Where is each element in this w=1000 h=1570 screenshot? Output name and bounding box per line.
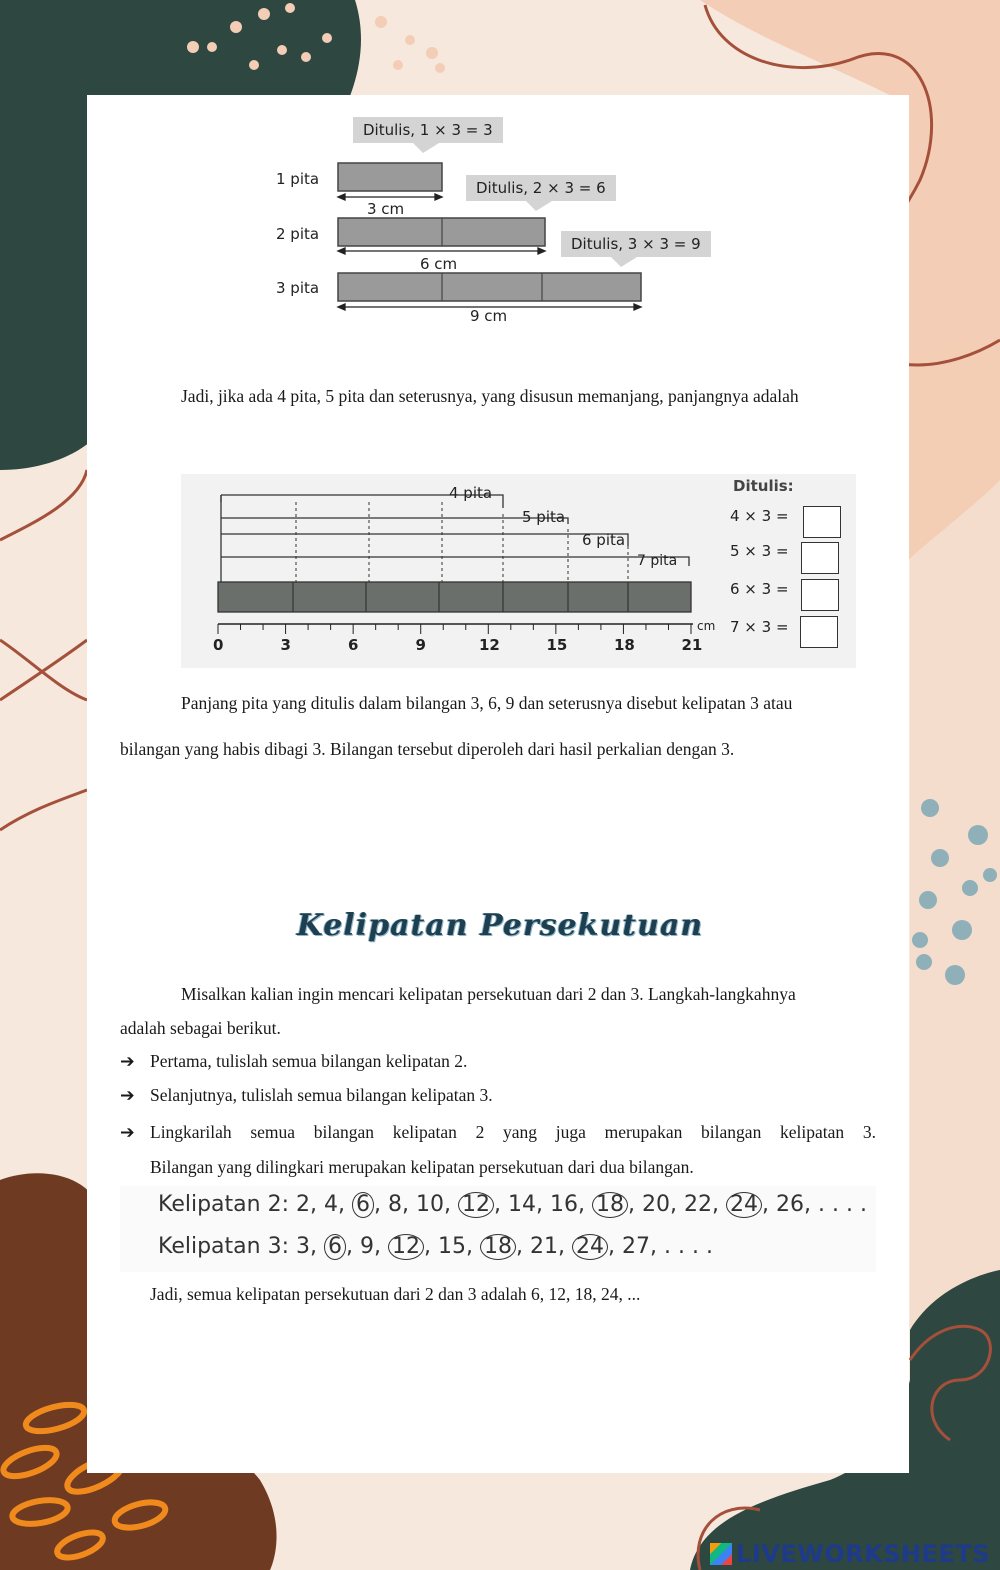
bullet-1 xyxy=(120,1051,467,1072)
kelipatan-3-ellipsis: . . . . xyxy=(664,1234,713,1259)
section-heading: Kelipatan Persekutuan xyxy=(296,908,704,943)
multiple-value: 15 xyxy=(438,1234,466,1259)
circled-multiple: 12 xyxy=(388,1234,424,1260)
paragraph-1: Jadi, jika ada 4 pita, 5 pita dan seterusnya, yang disusun memanjang, panjangnya adalah xyxy=(181,386,799,406)
multiple-value: 10 xyxy=(416,1192,444,1217)
equation-4: 7 × 3 = xyxy=(730,618,789,636)
length-label-3: 9 cm xyxy=(470,307,508,325)
multiple-value: 9 xyxy=(360,1234,374,1259)
callout-3: Ditulis, 3 × 3 = 9 xyxy=(561,231,711,257)
pita-bars-svg xyxy=(330,160,660,330)
bullet-1-text: Pertama, tulislah semua bilangan kelipatan 2. xyxy=(150,1051,468,1071)
pita-bar-1 xyxy=(338,163,442,191)
equation-3: 6 × 3 = xyxy=(730,580,789,598)
multiple-value: 26 xyxy=(776,1192,804,1217)
kelipatan-2-line: Kelipatan 2: 2, 4, 6 , 8, 10, 12 , 14, 16, 18 , 20, 22, 24 , 26, . . . . xyxy=(158,1192,867,1217)
tick-label-9: 9 xyxy=(415,636,426,654)
circled-multiple: 24 xyxy=(726,1192,762,1218)
multiples-box xyxy=(120,1186,876,1272)
row-label-1: 1 pita xyxy=(276,170,320,188)
number-line-svg xyxy=(181,474,721,668)
arrow-icon: ➔ xyxy=(120,1123,135,1143)
tick-label-12: 12 xyxy=(479,636,500,654)
kelipatan-3-label: Kelipatan 3: xyxy=(158,1234,289,1259)
bracket-label-4: 4 pita xyxy=(449,484,493,502)
tick-label-18: 18 xyxy=(614,636,635,654)
multiple-value: 2 xyxy=(296,1192,310,1217)
multiple-value: 4 xyxy=(324,1192,338,1217)
equation-2: 5 × 3 = xyxy=(730,542,789,560)
bracket-label-6: 6 pita xyxy=(582,531,626,549)
answer-box-2[interactable] xyxy=(801,542,839,574)
circled-multiple: 24 xyxy=(572,1234,608,1260)
kelipatan-2-ellipsis: . . . . xyxy=(818,1192,867,1217)
length-label-2: 6 cm xyxy=(420,255,458,273)
ditulis-title: Ditulis: xyxy=(733,477,794,495)
length-label-1: 3 cm xyxy=(367,200,405,218)
row-label-2: 2 pita xyxy=(276,225,320,243)
circled-multiple: 12 xyxy=(458,1192,494,1218)
tick-label-3: 3 xyxy=(280,636,291,654)
circled-multiple: 6 xyxy=(352,1192,374,1218)
bullet-2 xyxy=(120,1085,493,1106)
circled-multiple: 6 xyxy=(324,1234,346,1260)
conclusion: Jadi, semua kelipatan persekutuan dari 2 dan 3 adalah 6, 12, 18, 24, ... xyxy=(150,1284,641,1304)
paragraph-3-line-2: adalah sebagai berikut. xyxy=(120,1018,281,1038)
multiple-value: 20 xyxy=(642,1192,670,1217)
multiple-value: 22 xyxy=(684,1192,712,1217)
multiple-value: 8 xyxy=(388,1192,402,1217)
multiple-value: 27 xyxy=(622,1234,650,1259)
bullet-3 xyxy=(120,1122,876,1143)
kelipatan-2-label: Kelipatan 2: xyxy=(158,1192,289,1217)
gray-ribbon xyxy=(218,582,691,612)
unit-label: cm xyxy=(697,619,716,633)
tick-label-0: 0 xyxy=(213,636,224,654)
tick-label-6: 6 xyxy=(348,636,359,654)
answer-box-3[interactable] xyxy=(801,579,839,611)
pita-bar-3 xyxy=(338,273,641,301)
brand-text: LIVEWORKSHEETS xyxy=(736,1540,990,1568)
tick-label-21: 21 xyxy=(681,636,703,654)
multiple-value: 14 xyxy=(508,1192,536,1217)
bullet-2-text: Selanjutnya, tulislah semua bilangan kelipatan 3. xyxy=(150,1085,493,1105)
answer-box-4[interactable] xyxy=(800,616,838,648)
arrow-icon: ➔ xyxy=(120,1086,135,1106)
kelipatan-3-line: Kelipatan 3: 3, 6 , 9, 12 , 15, 18 , 21, 24 , 27, . . . . xyxy=(158,1234,713,1259)
multiple-value: 21 xyxy=(530,1234,558,1259)
answer-box-1[interactable] xyxy=(803,506,841,538)
row-label-3: 3 pita xyxy=(276,279,320,297)
equation-1: 4 × 3 = xyxy=(730,507,789,525)
callout-1: Ditulis, 1 × 3 = 3 xyxy=(353,117,503,143)
paragraph-2-line-1: Panjang pita yang ditulis dalam bilangan 3, 6, 9 dan seterusnya disebut kelipatan 3 atau xyxy=(181,693,793,713)
callout-2: Ditulis, 2 × 3 = 6 xyxy=(466,175,616,201)
tick-label-15: 15 xyxy=(546,636,568,654)
circled-multiple: 18 xyxy=(480,1234,516,1260)
arrow-icon: ➔ xyxy=(120,1052,135,1072)
paragraph-3-line-1: Misalkan kalian ingin mencari kelipatan persekutuan dari 2 dan 3. Langkah-langkahnya xyxy=(181,984,796,1004)
multiple-value: 3 xyxy=(296,1234,310,1259)
bracket-label-7: 7 pita xyxy=(637,553,678,569)
bullet-3-text-line-2: Bilangan yang dilingkari merupakan kelipatan persekutuan dari dua bilangan. xyxy=(150,1157,694,1177)
circled-multiple: 18 xyxy=(592,1192,628,1218)
bracket-label-5: 5 pita xyxy=(522,508,566,526)
multiple-value: 16 xyxy=(550,1192,578,1217)
bullet-3-text-line-1: Lingkarilah semua bilangan kelipatan 2 yang juga merupakan bilangan kelipatan 3. xyxy=(150,1122,876,1142)
paragraph-2-line-2: bilangan yang habis dibagi 3. Bilangan tersebut diperoleh dari hasil perkalian dengan 3. xyxy=(120,739,735,759)
liveworksheets-icon xyxy=(710,1543,732,1565)
liveworksheets-logo[interactable] xyxy=(710,1540,990,1568)
